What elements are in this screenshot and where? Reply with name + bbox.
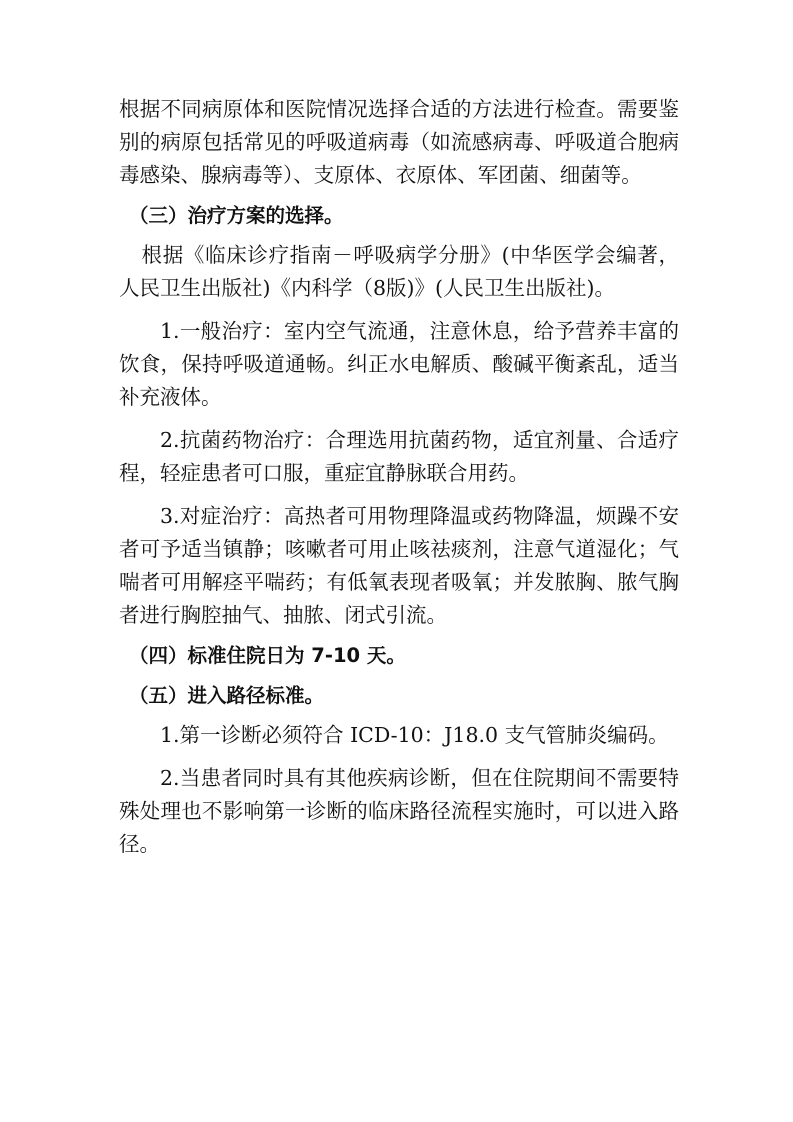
paragraph-first-diagnosis: 1.第一诊断必须符合 ICD-10：J18.0 支气管肺炎编码。 [160, 723, 669, 747]
section-heading-pathway-entry: （五）进入路径标准。 [129, 684, 325, 707]
paragraph-symptomatic-treatment: 3.对症治疗：高热者可用物理降温或药物降温，烦躁不安者可予适当镇静；咳嗽者可用止咳祛痰剂，注意气道湿化；气喘者可用解痉平喘药；有低氧表现者吸氧；并发脓胸、脓气胸者进行胸腔抽气、抽脓、闭式引流。 [119, 504, 679, 627]
section-heading-treatment-plan: （三）治疗方案的选择。 [129, 204, 344, 227]
document-body [119, 93, 679, 861]
paragraph-antibiotic-treatment: 2.抗菌药物治疗：合理选用抗菌药物，适宜剂量、合适疗程，轻症患者可口服，重症宜静脉联合用药。 [119, 428, 679, 485]
paragraph-pathogen-examination: 根据不同病原体和医院情况选择合适的方法进行检查。需要鉴别的病原包括常见的呼吸道病毒（如流感病毒、呼吸道合胞病毒感染、腺病毒等）、支原体、衣原体、军团菌、细菌等。 [119, 97, 679, 187]
paragraph-guideline-reference: 根据《临床诊疗指南－呼吸病学分册》(中华医学会编著，人民卫生出版社)《内科学（8版)》(人民卫生出版社)。 [119, 243, 679, 300]
paragraph-general-treatment: 1.一般治疗：室内空气流通，注意休息，给予营养丰富的饮食，保持呼吸道通畅。纠正水电解质、酸碱平衡紊乱，适当补充液体。 [119, 319, 679, 409]
section-heading-hospital-stay: （四）标准住院日为 7-10 天。 [129, 644, 406, 667]
paragraph-comorbidity-entry: 2.当患者同时具有其他疾病诊断，但在住院期间不需要特殊处理也不影响第一诊断的临床路径流程实施时，可以进入路径。 [119, 766, 679, 856]
